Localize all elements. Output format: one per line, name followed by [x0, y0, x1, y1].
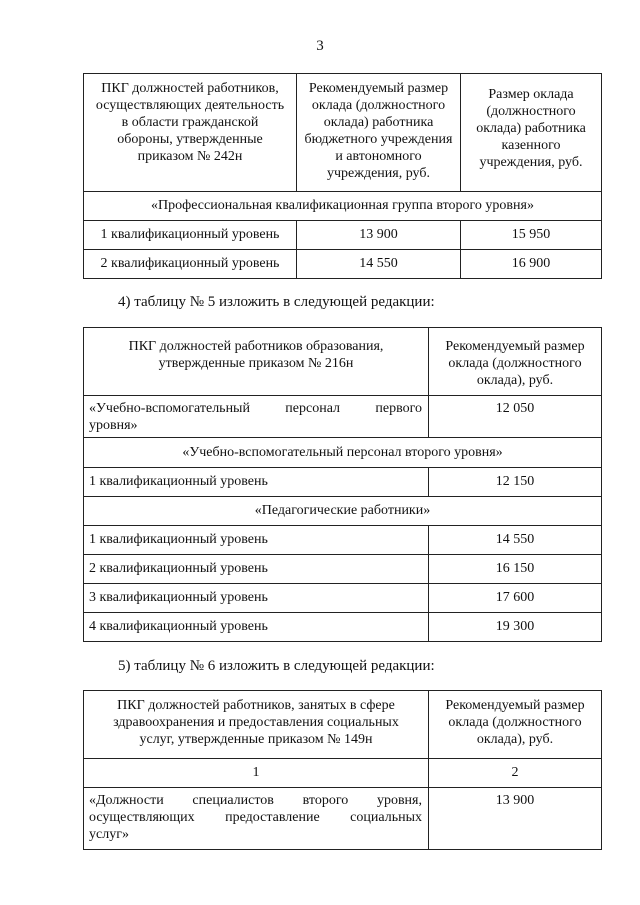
table1-row2-label: 2 квалификационный уровень	[84, 250, 297, 279]
table2-row1-label: 1 квалификационный уровень	[84, 526, 429, 555]
table2-row4-value: 19 300	[429, 613, 602, 642]
table3-row-label: «Должности специалистов второго уровня, осуществляющих предоставление социальных услуг»	[84, 788, 429, 850]
table2-group3-row: «Педагогические работники»	[84, 497, 602, 526]
table2-group2-row: «Учебно-вспомогательный персонал второго уровня»	[84, 438, 602, 468]
instruction-table5: 4) таблицу № 5 изложить в следующей редакции:	[118, 294, 435, 310]
table3-column-number-2: 2	[429, 759, 602, 788]
table1-row2-value2: 16 900	[461, 250, 602, 279]
table2-header-1: ПКГ должностей работников образования, утвержденные приказом № 216н	[84, 328, 429, 396]
table2-row-second-value: 12 150	[429, 468, 602, 497]
table1-row1-value1: 13 900	[297, 221, 461, 250]
table-row	[84, 221, 602, 250]
table2-row-first-label: «Учебно-вспомогательный персонал первого уровня»	[84, 396, 429, 438]
table1-group-row: «Профессиональная квалификационная группа второго уровня»	[84, 192, 602, 221]
table-row	[84, 396, 602, 438]
table-civil-defense	[83, 73, 602, 279]
table2-row-second-label: 1 квалификационный уровень	[84, 468, 429, 497]
table-row	[84, 526, 602, 555]
table1-row2-value1: 14 550	[297, 250, 461, 279]
table-row	[84, 759, 602, 788]
table2-row2-value: 16 150	[429, 555, 602, 584]
table1-header-1: ПКГ должностей работников, осуществляющих деятельность в области гражданской обороны, утвержденные приказом № 242н	[84, 74, 297, 192]
table-education	[83, 327, 602, 642]
table1-row1-label: 1 квалификационный уровень	[84, 221, 297, 250]
table3-header-2: Рекомендуемый размер оклада (должностного оклада), руб.	[429, 691, 602, 759]
table2-row4-label: 4 квалификационный уровень	[84, 613, 429, 642]
table2-row-first-value: 12 050	[429, 396, 602, 438]
table-row	[84, 250, 602, 279]
table1-row1-value2: 15 950	[461, 221, 602, 250]
table3-row-value: 13 900	[429, 788, 602, 850]
table2-row3-label: 3 квалификационный уровень	[84, 584, 429, 613]
table2-row2-label: 2 квалификационный уровень	[84, 555, 429, 584]
table-row	[84, 555, 602, 584]
table-row	[84, 788, 602, 850]
table1-header-2: Рекомендуемый размер оклада (должностного оклада) работника бюджетного учреждения и автономного учреждения, руб.	[297, 74, 461, 192]
table2-header-2: Рекомендуемый размер оклада (должностного оклада), руб.	[429, 328, 602, 396]
table-row	[84, 584, 602, 613]
table-row	[84, 468, 602, 497]
table-row	[84, 613, 602, 642]
table2-row3-value: 17 600	[429, 584, 602, 613]
table-healthcare	[83, 690, 602, 850]
table3-column-number-1: 1	[84, 759, 429, 788]
table2-row1-value: 14 550	[429, 526, 602, 555]
table1-header-3: Размер оклада (должностного оклада) работника казенного учреждения, руб.	[461, 74, 602, 192]
instruction-table6: 5) таблицу № 6 изложить в следующей редакции:	[118, 658, 435, 674]
page-number: 3	[316, 38, 324, 54]
table3-header-1: ПКГ должностей работников, занятых в сфере здравоохранения и предоставления социальных услуг, утвержденные приказом № 149н	[84, 691, 429, 759]
